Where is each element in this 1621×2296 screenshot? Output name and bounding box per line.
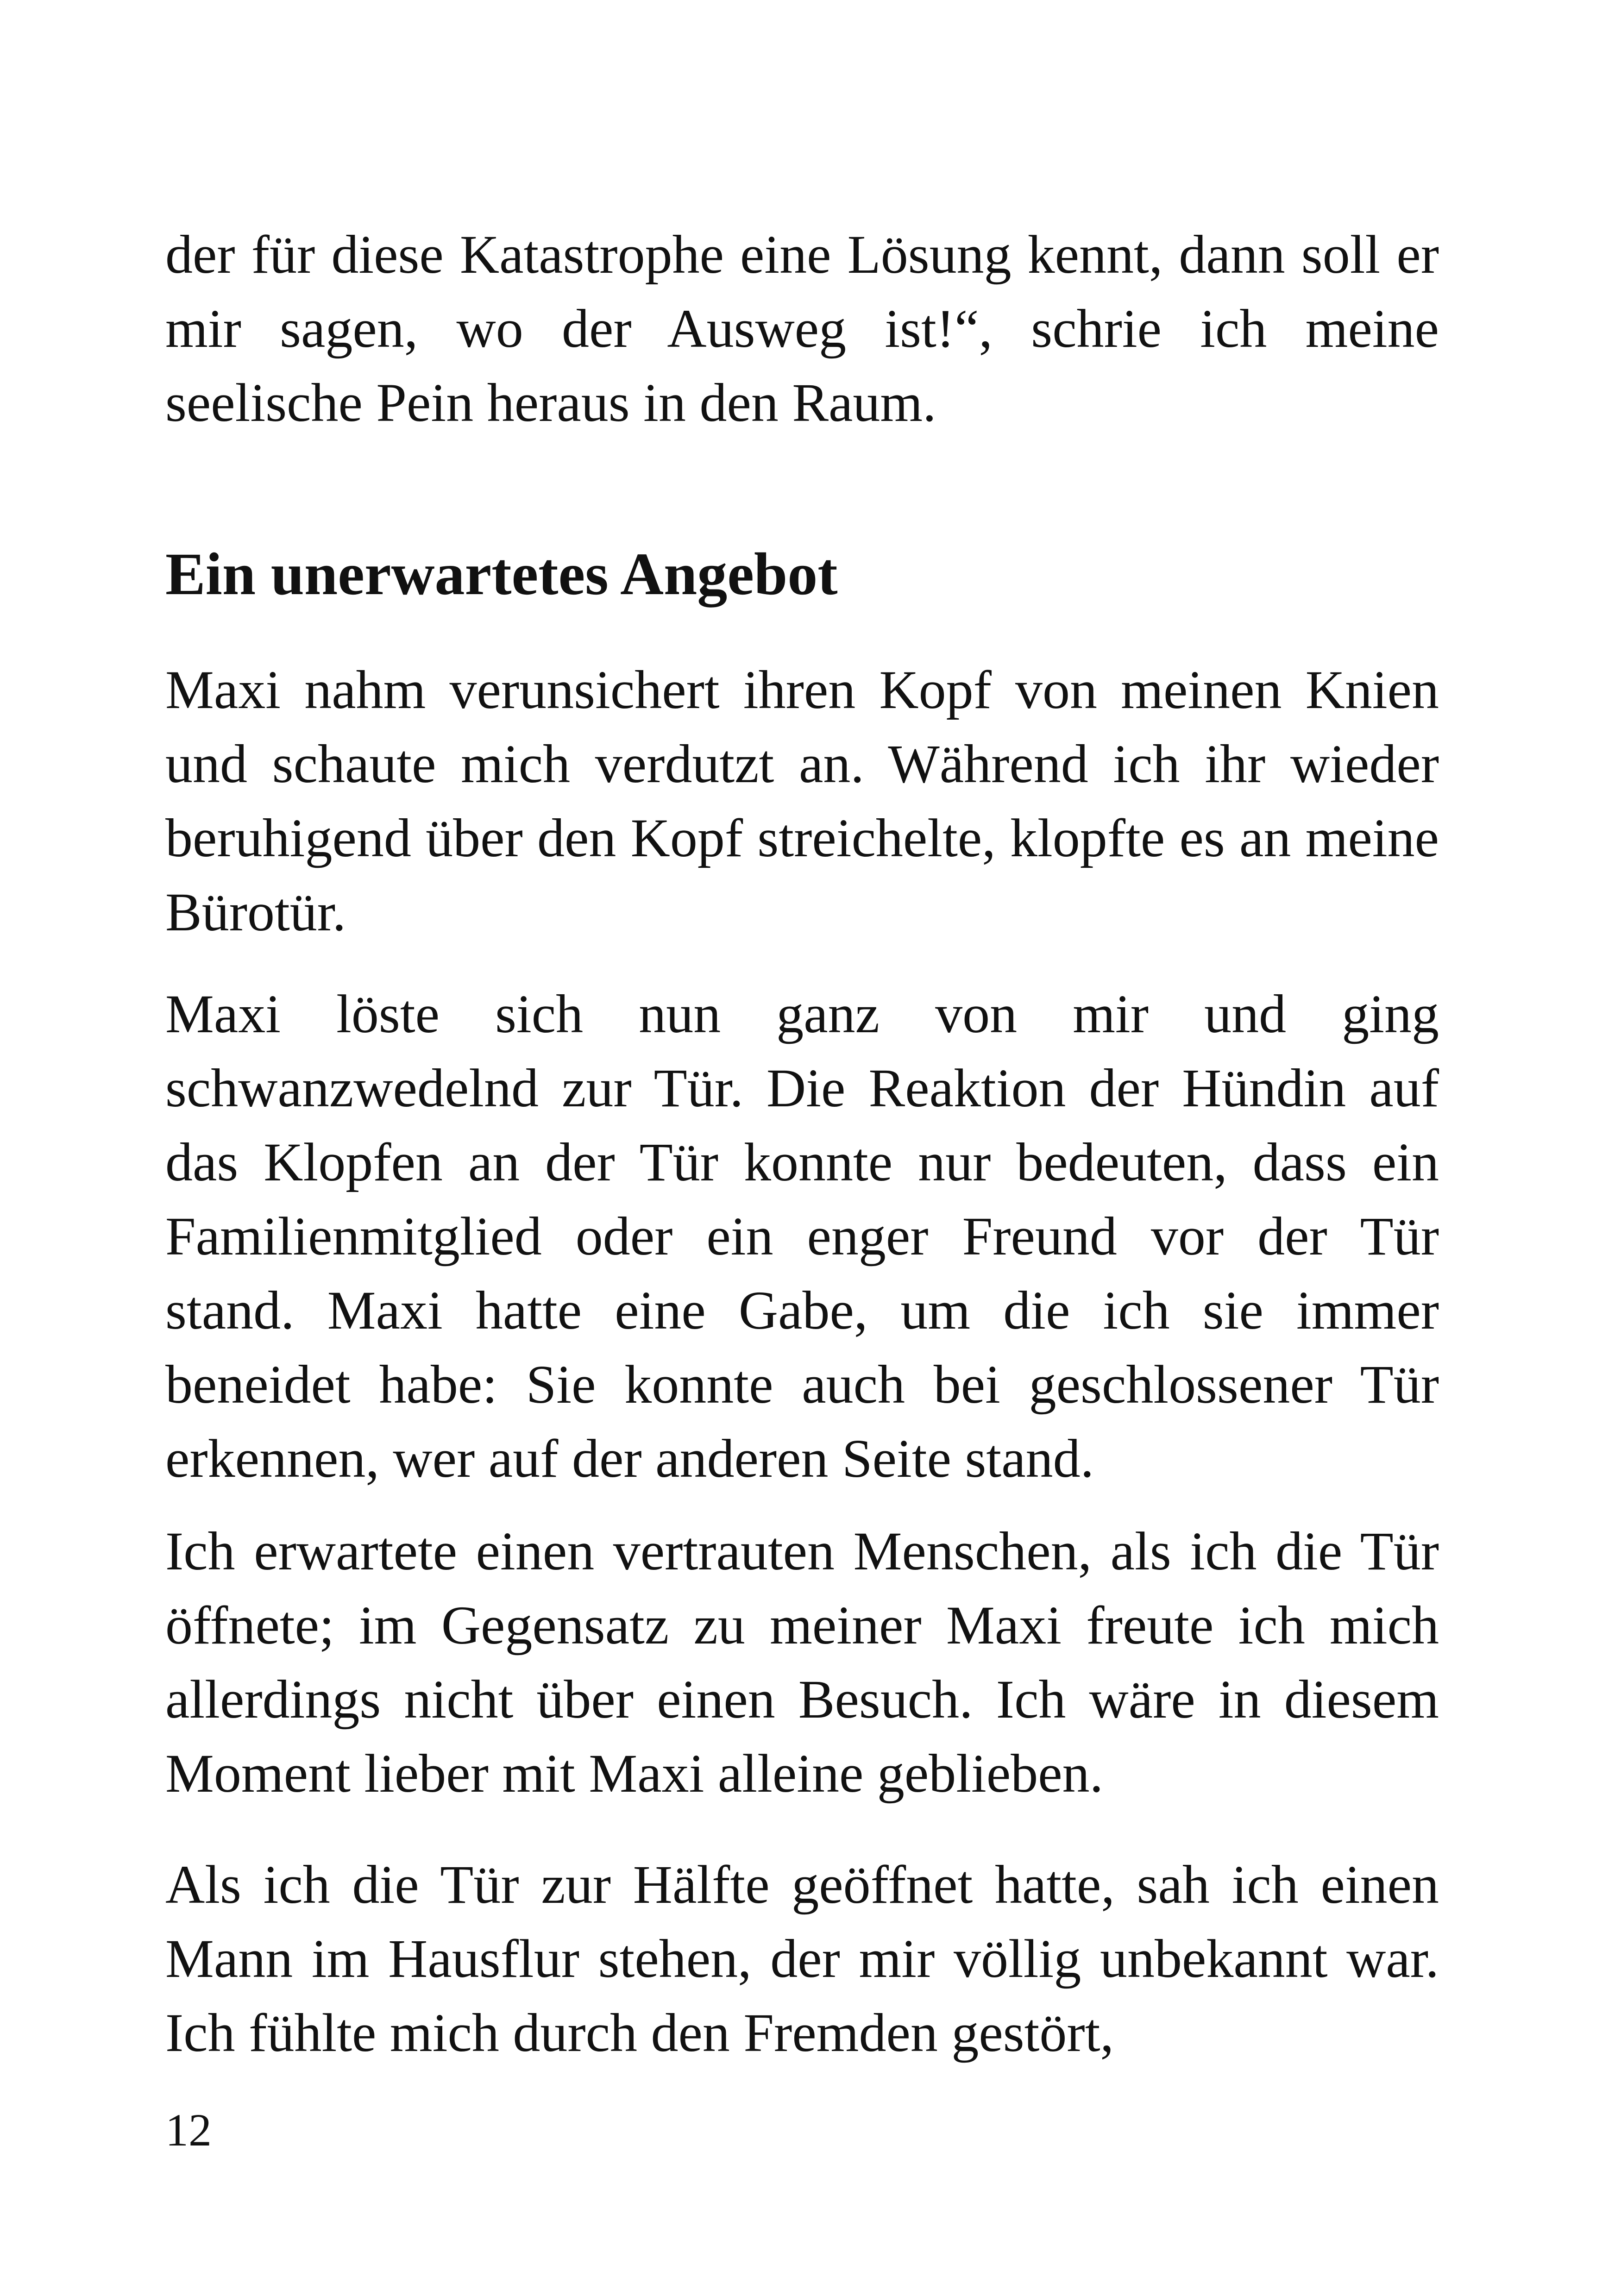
paragraph-3-block <box>165 1514 1439 1811</box>
section-heading: Ein unerwartetes Angebot <box>165 541 838 608</box>
page-number: 12 <box>165 2104 212 2156</box>
paragraph-4-block <box>165 1848 1439 2070</box>
paragraph-2: Maxi löste sich nun ganz von mir und ging schwanzwedelnd zur Tür. Die Reaktion der Hündin auf das Klopfen an der Tür konnte nur bedeuten, dass ein Familienmitglied oder ein enger Freund vor der Tür stand. Maxi hatte eine Gabe, um die ich sie immer beneidet habe: Sie konnte auch bei geschlossener Tür erkennen, wer auf der anderen Seite stand. <box>165 984 1439 1489</box>
paragraph-1-block <box>165 653 1439 949</box>
paragraph-1: Maxi nahm verunsichert ihren Kopf von meinen Knien und schaute mich verdutzt an. Während ich ihr wieder beruhigend über den Kopf streichelte, klopfte es an meine Bürotür. <box>165 659 1439 942</box>
continued-paragraph-block <box>165 218 1439 440</box>
paragraph-4: Als ich die Tür zur Hälfte geöffnet hatte, sah ich einen Mann im Hausflur stehen, der mir völlig unbekannt war. Ich fühlte mich durch den Fremden gestört, <box>165 1854 1439 2063</box>
continued-paragraph: der für diese Katastrophe eine Lösung kennt, dann soll er mir sagen, wo der Ausweg ist!“, schrie ich meine seelische Pein heraus in den Raum. <box>165 224 1439 433</box>
paragraph-3: Ich erwartete einen vertrauten Menschen, als ich die Tür öffnete; im Gegensatz zu meiner Maxi freute ich mich allerdings nicht über einen Besuch. Ich wäre in diesem Moment lieber mit Maxi alleine geblieben. <box>165 1521 1439 1804</box>
paragraph-2-block <box>165 977 1439 1496</box>
